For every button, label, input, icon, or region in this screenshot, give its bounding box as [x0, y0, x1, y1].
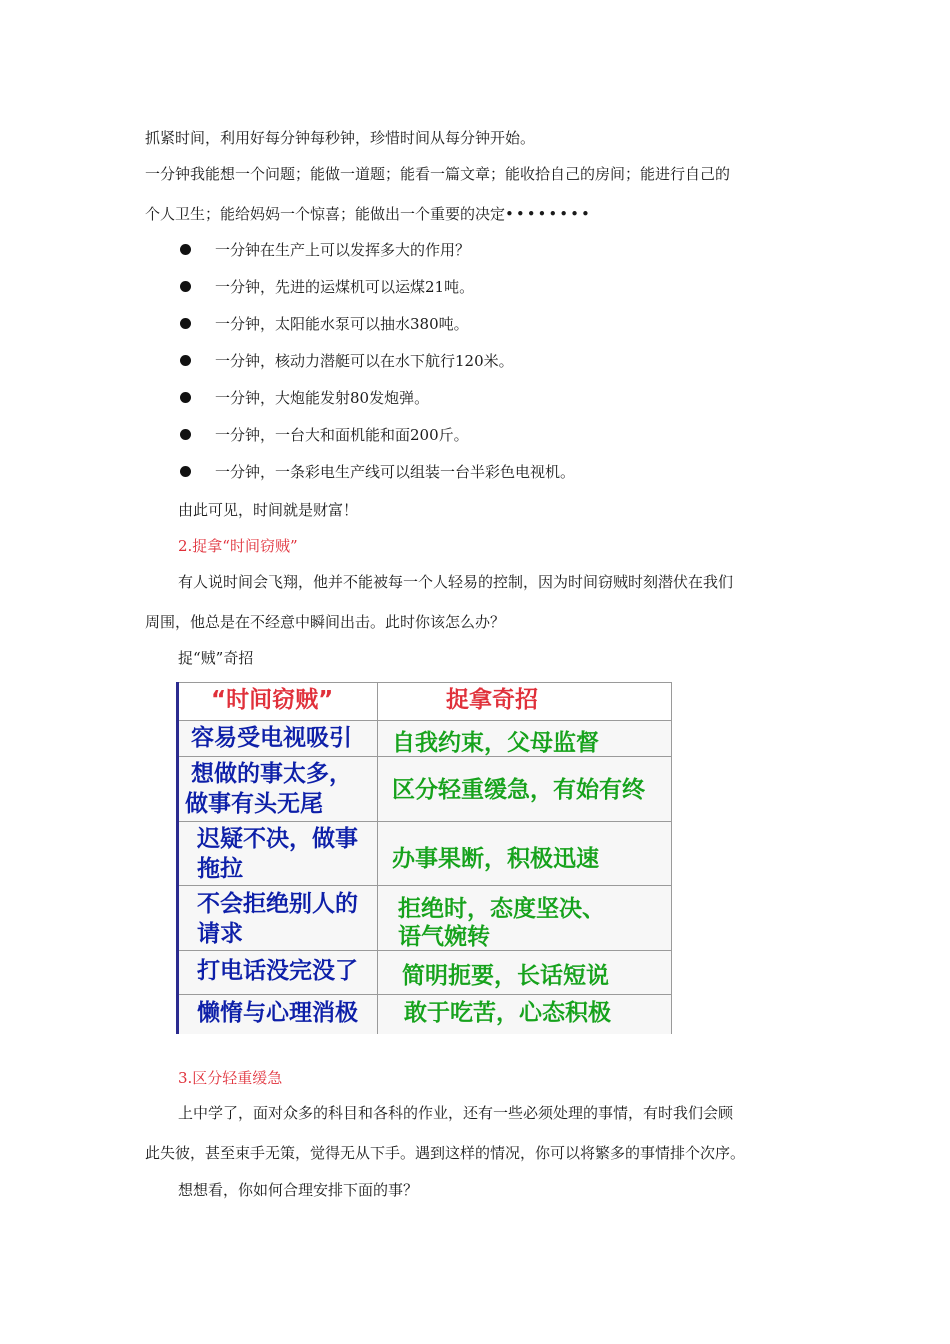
- thief-cell: 想做的事太多， 做事有头无尾: [179, 757, 378, 821]
- trick-cell: 自我约束，父母监督: [378, 721, 672, 756]
- bullet-icon: [180, 392, 191, 403]
- table-row: [179, 721, 672, 757]
- section3-body-line3: 想想看，你如何合理安排下面的事？: [178, 1181, 419, 1199]
- ellipsis-dots: ••••••••: [505, 205, 592, 223]
- table-row: [179, 757, 672, 822]
- section2-body-line2: 周围，他总是在不经意中瞬间出击。此时你该怎么办？: [145, 613, 506, 631]
- bullet-icon: [180, 281, 191, 292]
- section3-body-line1: 上中学了，面对众多的科目和各科的作业，还有一些必须处理的事情，有时我们会顾: [178, 1104, 734, 1122]
- bullet-icon: [180, 429, 191, 440]
- conclusion: 由此可见，时间就是财富！: [178, 501, 359, 519]
- paragraph-one-minute-line2: [145, 204, 592, 224]
- header-thief-cell: “时间窃贼”: [179, 683, 378, 720]
- bullet-icon: [180, 355, 191, 366]
- table-row: [179, 886, 672, 951]
- header-trick-cell: 捉拿奇招: [378, 683, 672, 720]
- thief-cell: 懒惰与心理消极: [179, 995, 378, 1034]
- trick-cell: 拒绝时，态度坚决、 语气婉转: [378, 886, 672, 950]
- table-header-row: [179, 682, 672, 721]
- thief-cell: 迟疑不决，做事 拖拉: [179, 822, 378, 885]
- table-caption: 捉“贼”奇招: [178, 649, 254, 667]
- bullet-icon: [180, 318, 191, 329]
- trick-cell: 敢于吃苦，心态积极: [378, 995, 672, 1034]
- trick-cell: 简明扼要，长话短说: [378, 951, 672, 994]
- table-row: [179, 822, 672, 886]
- trick-cell: 办事果断，积极迅速: [378, 822, 672, 885]
- table-row: [179, 995, 672, 1034]
- section2-body-line1: 有人说时间会飞翔，他并不能被每一个人轻易的控制，因为时间窃贼时刻潜伏在我们: [178, 573, 734, 591]
- section-heading-2: 2.捉拿“时间窃贼”: [178, 537, 298, 555]
- thief-cell: 打电话没完没了: [179, 951, 378, 994]
- bullet-icon: [180, 244, 191, 255]
- section-heading-3: 3.区分轻重缓急: [178, 1069, 283, 1087]
- paragraph-one-minute-text: 个人卫生；能给妈妈一个惊喜；能做出一个重要的决定: [145, 205, 506, 223]
- trick-cell: 区分轻重缓急，有始有终: [378, 757, 672, 821]
- time-thief-table: [176, 682, 672, 1034]
- bullet-icon: [180, 466, 191, 477]
- paragraph-intro: 抓紧时间，利用好每分钟每秒钟，珍惜时间从每分钟开始。: [145, 129, 536, 147]
- thief-cell: 不会拒绝别人的 请求: [179, 886, 378, 950]
- thief-cell: 容易受电视吸引: [179, 721, 378, 756]
- section3-body-line2: 此失彼，甚至束手无策，觉得无从下手。遇到这样的情况，你可以将繁多的事情排个次序。: [145, 1144, 746, 1162]
- table-row: [179, 951, 672, 995]
- paragraph-one-minute-line1: 一分钟我能想一个问题；能做一道题；能看一篇文章；能收拾自己的房间；能进行自己的: [145, 165, 731, 183]
